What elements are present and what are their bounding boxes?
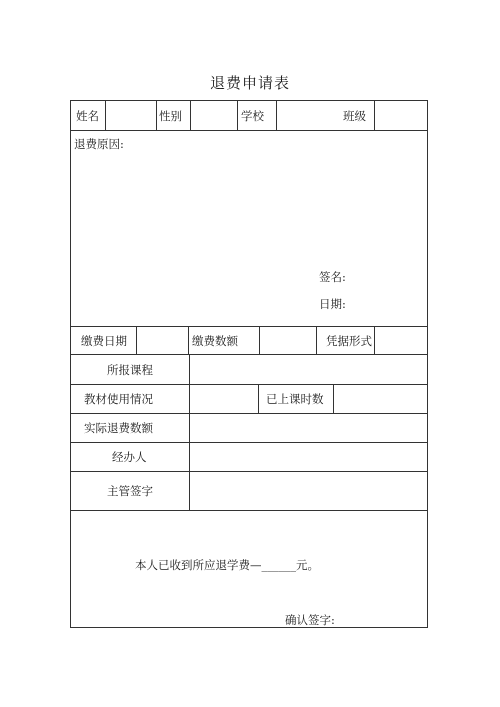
course-label: 所报课程 [107, 363, 153, 377]
materials-usage-field[interactable] [190, 385, 258, 413]
column-divider [237, 101, 238, 130]
row-divider [71, 130, 427, 131]
name-label: 姓名 [76, 109, 99, 123]
hours-attended-label: 已上课时数 [266, 392, 324, 406]
actual-refund-field[interactable] [190, 414, 427, 442]
form-title: 退费申请表 [209, 74, 290, 92]
voucher-type-field[interactable] [375, 327, 427, 354]
column-divider [258, 384, 259, 413]
name-field[interactable] [106, 101, 156, 130]
confirm-signature-label: 确认签字: [285, 613, 335, 627]
receipt-unit: 元。 [296, 558, 319, 572]
class-field[interactable] [375, 101, 427, 130]
gender-label: 性别 [159, 109, 182, 123]
materials-usage-label: 教材使用情况 [84, 392, 153, 406]
refund-reason-field[interactable] [74, 153, 304, 263]
row-divider [71, 510, 427, 511]
refund-reason-label: 退费原因: [74, 137, 124, 151]
voucher-type-label: 凭据形式 [326, 334, 372, 348]
course-field[interactable] [190, 355, 427, 384]
receipt-text: 本人已收到所应退学费— [135, 558, 262, 572]
class-label: 班级 [343, 109, 366, 123]
payment-amount-field[interactable] [260, 327, 316, 354]
refund-amount-blank[interactable]: ______ [261, 558, 296, 572]
column-divider [316, 326, 317, 354]
payment-date-label: 缴费日期 [81, 334, 127, 348]
column-divider [188, 326, 189, 354]
handler-field[interactable] [190, 443, 427, 471]
refund-form-table [70, 100, 428, 628]
actual-refund-label: 实际退费数额 [84, 421, 153, 435]
reason-date-label: 日期: [319, 297, 346, 311]
school-label: 学校 [241, 109, 264, 123]
school-field[interactable] [277, 101, 337, 130]
hours-attended-field[interactable] [334, 385, 427, 413]
receipt-statement [135, 558, 319, 572]
column-divider [156, 101, 157, 130]
payment-date-field[interactable] [137, 327, 188, 354]
supervisor-signature-label: 主管签字 [107, 484, 153, 498]
supervisor-signature-field[interactable] [190, 472, 427, 510]
gender-field[interactable] [191, 101, 237, 130]
payment-amount-label: 缴费数额 [192, 334, 238, 348]
reason-signature-label: 签名: [319, 270, 346, 284]
handler-label: 经办人 [112, 450, 147, 464]
